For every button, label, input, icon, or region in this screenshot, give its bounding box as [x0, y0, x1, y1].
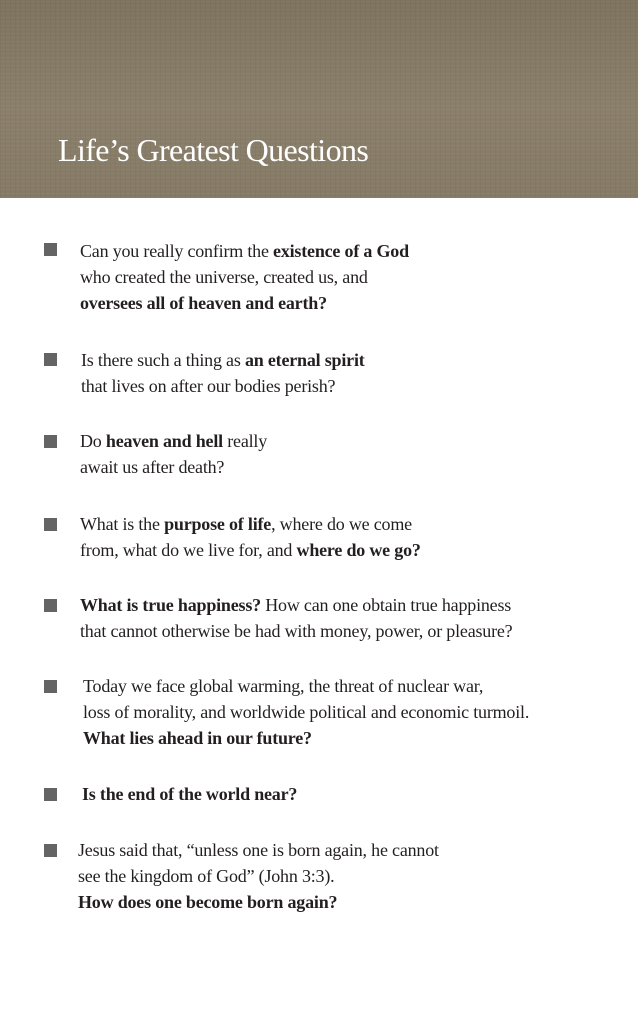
- question-line: [80, 264, 638, 290]
- question-line: [83, 725, 638, 751]
- question-text: really: [222, 431, 268, 451]
- question-line: [83, 673, 638, 699]
- question-emphasis: What lies ahead in our future?: [83, 728, 312, 748]
- question-text: from, what do we live for, and: [80, 540, 297, 560]
- question-line: [78, 889, 638, 915]
- question-line: [81, 347, 638, 373]
- question-line: [81, 373, 638, 399]
- question-line: [80, 238, 638, 264]
- square-bullet-icon: [44, 518, 57, 531]
- question-text: that lives on after our bodies perish?: [81, 376, 336, 396]
- square-bullet-icon: [44, 680, 57, 693]
- question-emphasis: heaven and hell: [105, 431, 223, 451]
- question-line: [80, 592, 638, 618]
- page-title: Life’s Greatest Questions: [58, 132, 369, 168]
- square-bullet-icon: [44, 844, 57, 857]
- question-text: How can one obtain true happiness: [260, 595, 512, 615]
- question-emphasis: purpose of life: [164, 514, 272, 534]
- question-line: [78, 863, 638, 889]
- question-emphasis: where do we go?: [296, 540, 421, 560]
- question-text: that cannot otherwise be had with money, power, or pleasure?: [80, 621, 513, 641]
- question-text: await us after death?: [80, 457, 225, 477]
- question-emphasis: oversees all of heaven and earth?: [80, 293, 327, 313]
- question-text: What is the: [80, 514, 165, 534]
- question-line: [83, 699, 638, 725]
- question-text: who created the universe, created us, and: [80, 267, 368, 287]
- question-text: Do: [80, 431, 106, 451]
- question-text: Today we face global warming, the threat of nuclear war,: [83, 676, 484, 696]
- question-emphasis: an eternal spirit: [244, 350, 365, 370]
- square-bullet-icon: [44, 243, 57, 256]
- question-line: [80, 618, 638, 644]
- question-emphasis: How does one become born again?: [78, 892, 338, 912]
- question-line: [80, 428, 638, 454]
- square-bullet-icon: [44, 788, 57, 801]
- question-line: [82, 781, 638, 807]
- square-bullet-icon: [44, 353, 57, 366]
- question-line: [80, 290, 638, 316]
- question-emphasis: existence of a God: [273, 241, 409, 261]
- question-text: loss of morality, and worldwide political and economic turmoil.: [83, 702, 530, 722]
- question-text: Can you really confirm the: [80, 241, 274, 261]
- question-line: [80, 537, 638, 563]
- header-banner: [0, 0, 638, 198]
- question-text: Is there such a thing as: [81, 350, 245, 370]
- square-bullet-icon: [44, 599, 57, 612]
- question-text: , where do we come: [271, 514, 412, 534]
- square-bullet-icon: [44, 435, 57, 448]
- question-emphasis: What is true happiness?: [80, 595, 261, 615]
- question-line: [78, 837, 638, 863]
- question-line: [80, 511, 638, 537]
- question-text: see the kingdom of God” (John 3:3).: [78, 866, 335, 886]
- question-emphasis: Is the end of the world near?: [82, 784, 298, 804]
- question-text: Jesus said that, “unless one is born again, he cannot: [78, 840, 439, 860]
- question-line: [80, 454, 638, 480]
